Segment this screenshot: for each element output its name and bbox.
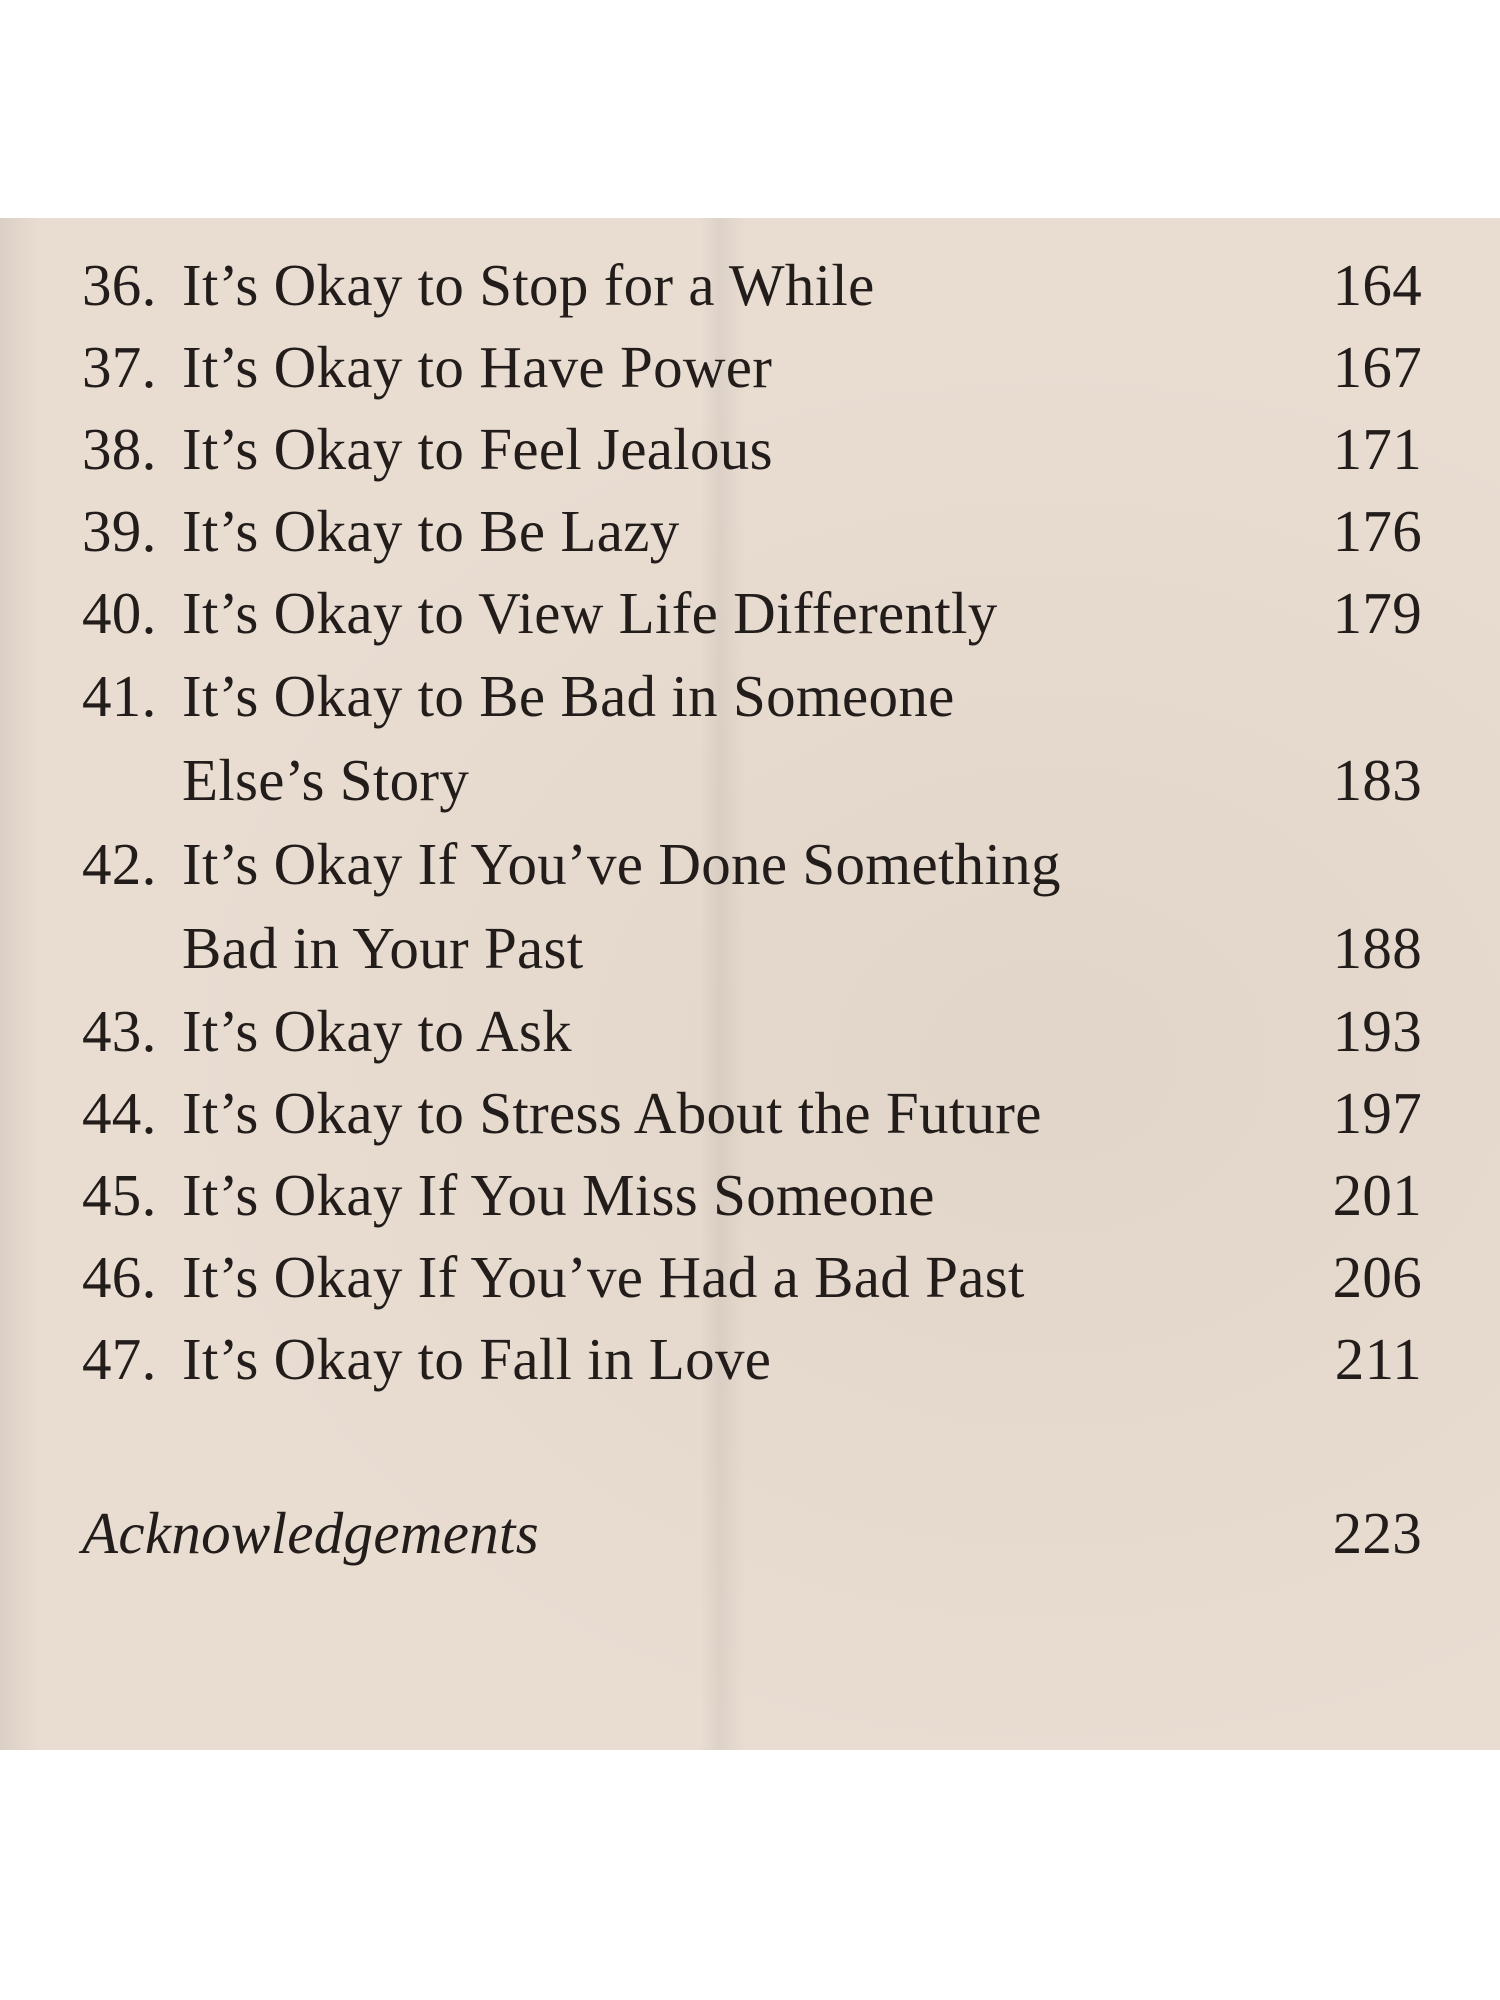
chapter-title: It’s Okay to Stress About the Future (182, 1080, 1042, 1146)
toc-entry-44 (82, 1072, 1422, 1154)
chapter-title: It’s Okay If You Miss Someone (182, 1162, 935, 1228)
page-number: 188 (1332, 915, 1422, 981)
page-number: 171 (1332, 416, 1422, 482)
toc-entry-37 (82, 326, 1422, 408)
chapter-title: It’s Okay to Ask (182, 998, 572, 1064)
toc-entry-39 (82, 490, 1422, 572)
chapter-title: It’s Okay to Feel Jealous (182, 416, 773, 482)
chapter-title: It’s Okay to Be Bad in Someone Else’s Story (182, 663, 955, 813)
page-number: 193 (1332, 998, 1422, 1064)
toc-entry-acknowledgements (82, 1492, 1422, 1574)
acknowledgements-title: Acknowledgements (82, 1500, 539, 1566)
toc-entry-47 (82, 1318, 1422, 1400)
book-page (0, 218, 1500, 1750)
chapter-title: It’s Okay to View Life Differently (182, 580, 998, 646)
page-number: 176 (1332, 498, 1422, 564)
chapter-number: 42. (82, 831, 157, 897)
page-number: 197 (1332, 1080, 1422, 1146)
toc-entry-43 (82, 990, 1422, 1072)
chapter-number: 40. (82, 580, 157, 646)
chapter-number: 41. (82, 663, 157, 729)
chapter-number: 44. (82, 1080, 157, 1146)
toc-entry-45 (82, 1154, 1422, 1236)
chapter-title: It’s Okay If You’ve Done Something Bad in Your Past (182, 831, 1061, 981)
page-number: 164 (1332, 252, 1422, 318)
chapter-number: 45. (82, 1162, 157, 1228)
chapter-number: 47. (82, 1326, 157, 1392)
chapter-title: It’s Okay If You’ve Had a Bad Past (182, 1244, 1025, 1310)
chapter-number: 39. (82, 498, 157, 564)
chapter-number: 37. (82, 334, 157, 400)
chapter-title: It’s Okay to Have Power (182, 334, 773, 400)
toc-entry-42 (82, 822, 1422, 990)
toc-entry-40 (82, 572, 1422, 654)
chapter-title: It’s Okay to Fall in Love (182, 1326, 772, 1392)
chapter-title: It’s Okay to Stop for a While (182, 252, 875, 318)
page-number: 167 (1332, 334, 1422, 400)
toc-entry-41 (82, 654, 1422, 822)
chapter-number: 38. (82, 416, 157, 482)
toc-entry-38 (82, 408, 1422, 490)
page-number: 183 (1332, 747, 1422, 813)
toc-entry-36 (82, 244, 1422, 326)
table-of-contents (82, 244, 1422, 1574)
chapter-number: 43. (82, 998, 157, 1064)
section-gap (82, 1400, 1422, 1492)
chapter-number: 46. (82, 1244, 157, 1310)
toc-entry-46 (82, 1236, 1422, 1318)
page-number: 223 (1332, 1500, 1422, 1566)
page-number: 179 (1332, 580, 1422, 646)
page-number: 201 (1332, 1162, 1422, 1228)
chapter-title: It’s Okay to Be Lazy (182, 498, 680, 564)
page-number: 206 (1332, 1244, 1422, 1310)
page-number: 211 (1334, 1326, 1422, 1392)
chapter-number: 36. (82, 252, 157, 318)
